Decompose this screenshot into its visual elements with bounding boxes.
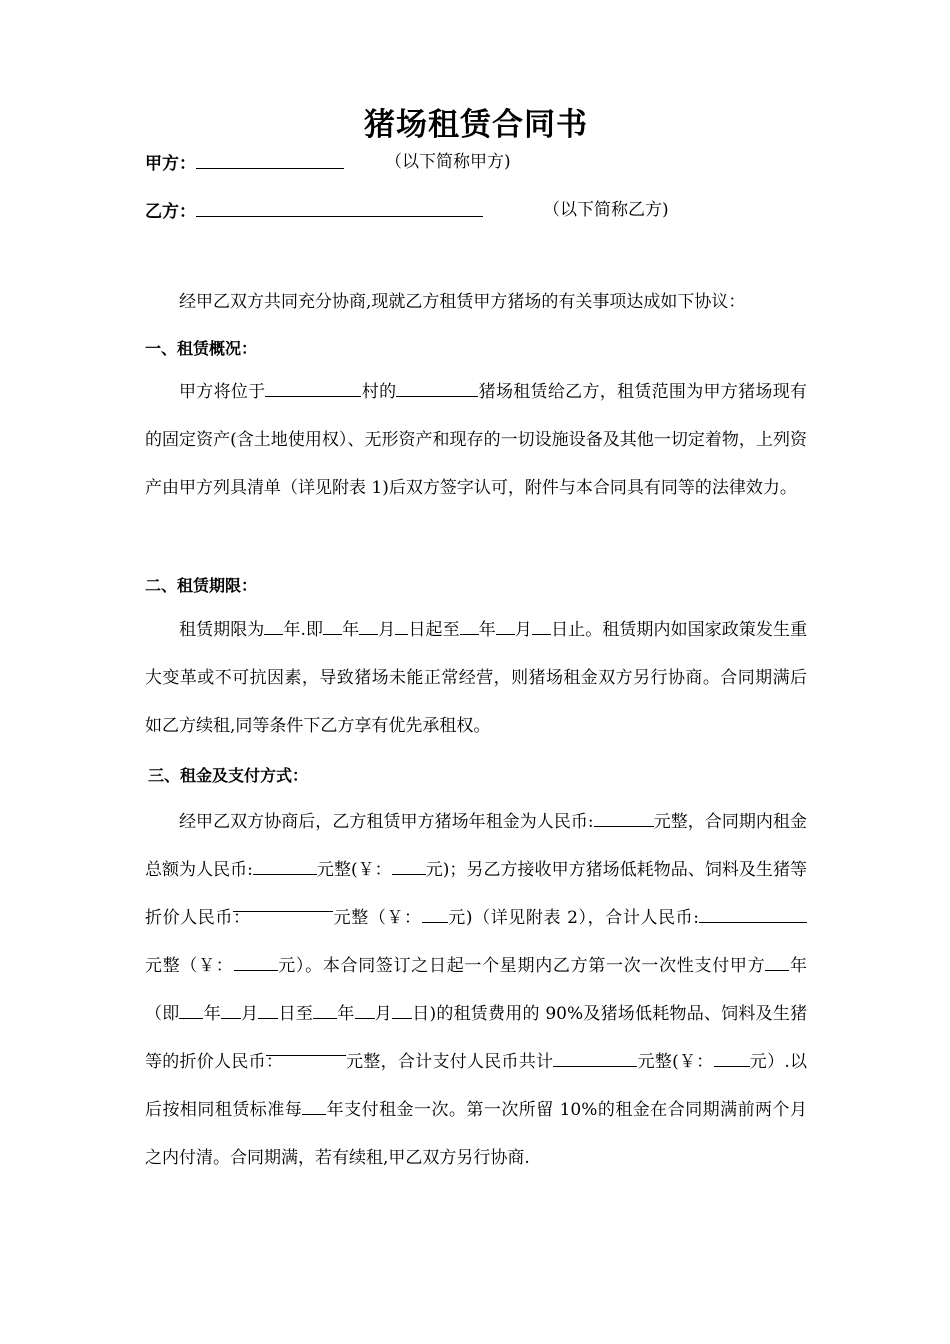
party-a-blank [196, 150, 344, 169]
blank [392, 1001, 412, 1019]
blank [355, 1001, 375, 1019]
party-a-label: 甲方： [145, 154, 196, 174]
blank [359, 617, 378, 635]
blank [714, 1049, 750, 1067]
section-2-paragraph: 租赁期限为 年.即 年 月 日起至 年 月 日止。租赁期内如国家政策发生重大变革或不可抗因素，导致猪场未能正常经营，则猪场租金双方另行协商。合同期满后如乙方续租,同等条件下乙方享有优先承租权。 [145, 606, 807, 750]
farm-name-blank [396, 379, 478, 397]
blank [553, 1049, 637, 1067]
blank [221, 1001, 241, 1019]
party-b-note: （以下简称乙方) [543, 200, 669, 220]
blank [532, 617, 551, 635]
blank [179, 1001, 203, 1019]
blank [302, 1097, 326, 1115]
blank [323, 617, 342, 635]
blank [594, 809, 654, 827]
section-3-heading: 三、租金及支付方式： [148, 766, 309, 785]
document-title: 猪场租赁合同书 [364, 107, 588, 143]
blank [765, 953, 789, 971]
blank [395, 617, 408, 635]
section-2-heading: 二、租赁期限： [145, 576, 258, 595]
village-blank [265, 379, 361, 397]
blank [422, 905, 448, 923]
blank [258, 1001, 278, 1019]
party-b-label: 乙方： [145, 202, 196, 222]
blank [264, 617, 283, 635]
blank: ： [233, 894, 333, 912]
blank [392, 857, 426, 875]
party-a-line [145, 150, 511, 176]
blank [253, 857, 317, 875]
section-3-paragraph: 经甲乙双方协商后，乙方租赁甲方猪场年租金为人民币: 元整，合同期内租金总额为人民币: 元整(￥： 元)；另乙方接收甲方猪场低耗物品、饲料及生猪等折价人民币： 元整（￥： 元)（详见附表 2），合计人民币:元整（￥： 元）。本合同签订之日起一个星期内乙方第一次一次性支付甲方 年（即 年 月 日至 年 月 日)的租赁费用的 90%及猪场低耗物品、饲料及生猪等的折价人民币： 元整，合计支付人民币共计 元整(￥： 元）.以后按相同租赁标准每 年支付租金一次。第一次所留 10%的租金在合同期满前两个月之内付清。合同期满，若有续租,甲乙双方另行协商. [145, 798, 807, 1182]
party-b-blank [196, 198, 483, 217]
blank [234, 953, 278, 971]
party-a-note: （以下简称甲方) [385, 152, 511, 172]
blank [699, 905, 807, 923]
blank: ： [266, 1038, 346, 1056]
blank [460, 617, 479, 635]
section-1-heading: 一、租赁概况： [145, 339, 258, 358]
blank [496, 617, 515, 635]
intro-paragraph: 经甲乙双方共同充分协商,现就乙方租赁甲方猪场的有关事项达成如下协议： [179, 292, 746, 312]
section-1-paragraph: 甲方将位于 村的 猪场租赁给乙方，租赁范围为甲方猪场现有的固定资产(含土地使用权）、无形资产和现存的一切设施设备及其他一切定着物，上列资产由甲方列具清单（详见附表 1)后双方签字认可，附件与本合同具有同等的法律效力。 [145, 368, 807, 512]
party-b-line [145, 198, 669, 224]
blank [313, 1001, 337, 1019]
